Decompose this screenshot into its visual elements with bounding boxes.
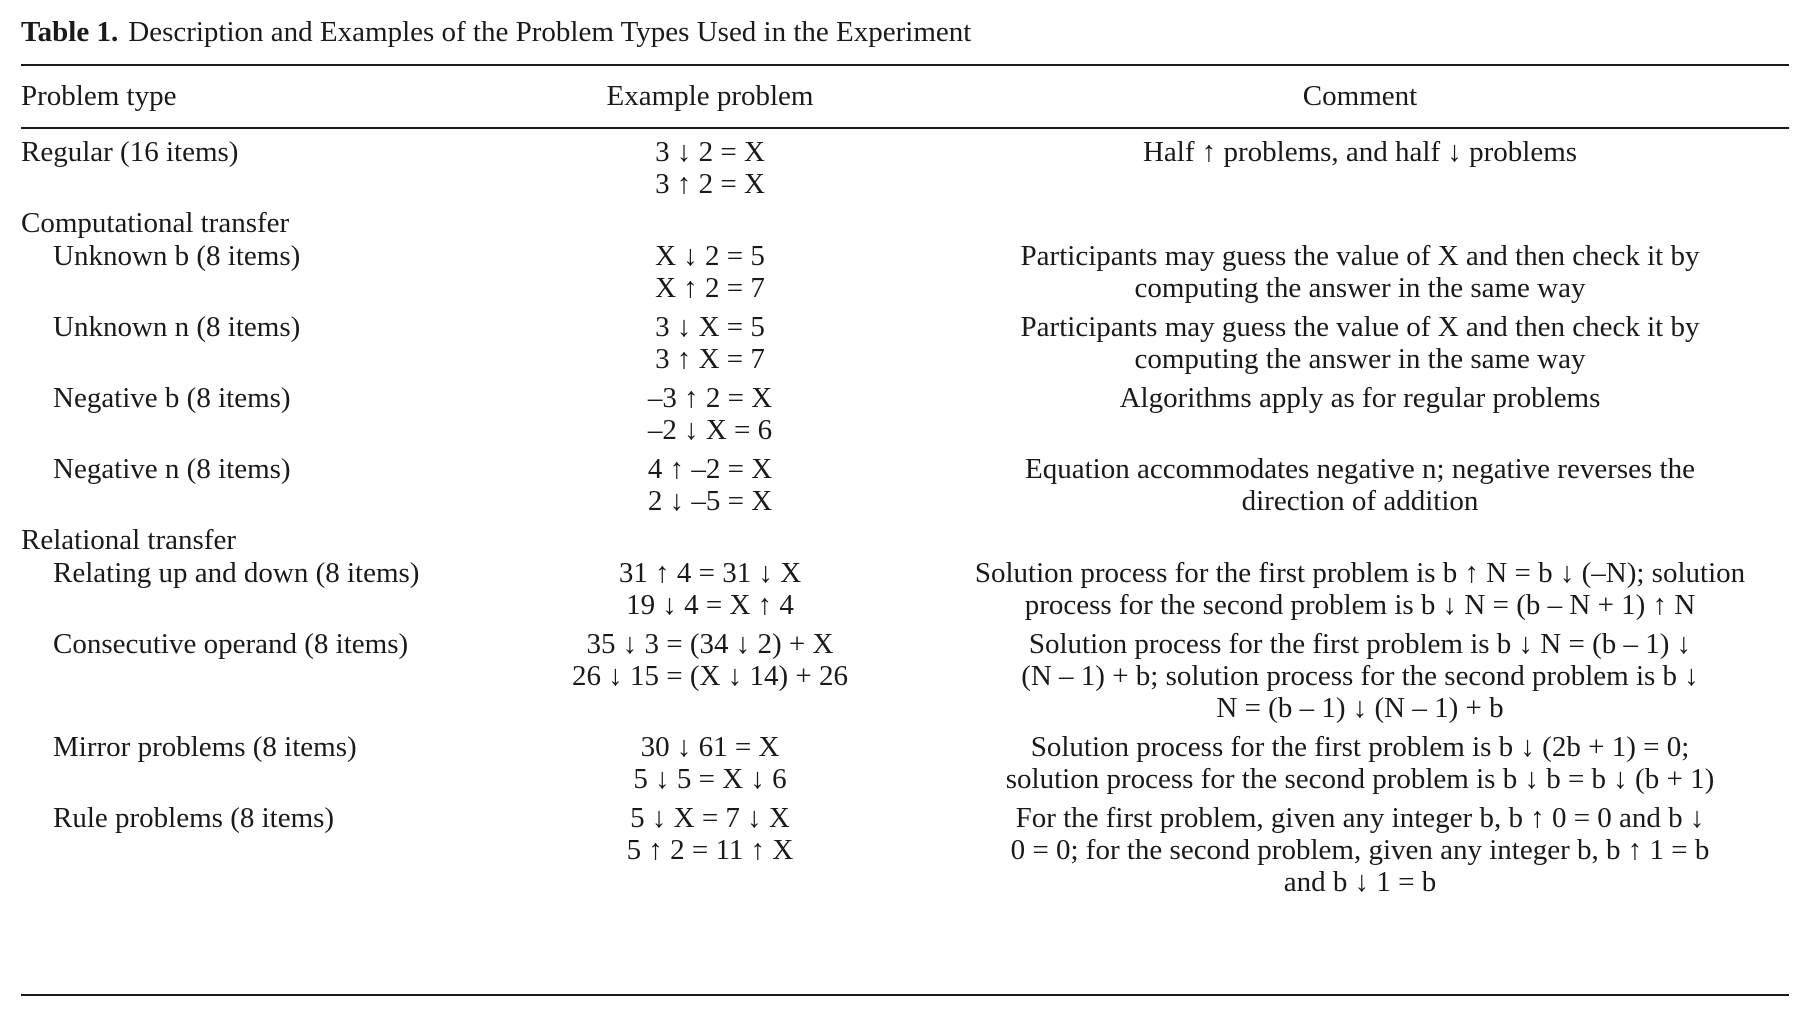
table-row [0, 382, 1800, 453]
table-row [0, 731, 1800, 802]
example-problem-cell [510, 628, 910, 692]
table-row [0, 557, 1800, 628]
comment-line: process for the second problem is b ↓ N = (b – N + 1) ↑ N [1024, 589, 1696, 621]
caption-label: Table 1. [21, 16, 119, 48]
comment-line: Algorithms apply as for regular problems [1119, 382, 1601, 414]
comment-cell [925, 382, 1795, 414]
example-line: 5 ↓ 5 = X ↓ 6 [633, 763, 787, 795]
example-line: 26 ↓ 15 = (X ↓ 14) + 26 [572, 660, 848, 692]
comment-line: (N – 1) + b; solution process for the second problem is b ↓ [1021, 660, 1699, 692]
example-line: 2 ↓ –5 = X [647, 485, 773, 517]
comment-line: Participants may guess the value of X and then check it by [1020, 240, 1700, 272]
comment-cell [925, 311, 1795, 375]
comment-cell [925, 802, 1795, 898]
comment-line: computing the answer in the same way [1134, 272, 1586, 304]
problem-type-cell: Relating up and down (8 items) [53, 557, 420, 589]
problem-type-cell: Unknown n (8 items) [53, 311, 301, 343]
example-line: 5 ↑ 2 = 11 ↑ X [626, 834, 794, 866]
comment-line: Solution process for the first problem is b ↓ N = (b – 1) ↓ [1028, 628, 1692, 660]
header-comment: Comment [1302, 80, 1418, 112]
comment-line: and b ↓ 1 = b [1283, 866, 1437, 898]
section-row [0, 207, 1800, 240]
comment-line: 0 = 0; for the second problem, given any integer b, b ↑ 1 = b [1010, 834, 1710, 866]
example-line: X ↓ 2 = 5 [655, 240, 765, 272]
example-line: 3 ↓ 2 = X [655, 136, 765, 168]
example-line: 31 ↑ 4 = 31 ↓ X [618, 557, 802, 589]
example-line: –3 ↑ 2 = X [647, 382, 773, 414]
section-heading: Relational transfer [21, 524, 236, 556]
comment-line: Solution process for the first problem is b ↓ (2b + 1) = 0; [1030, 731, 1690, 763]
table-row [0, 453, 1800, 524]
example-line: 5 ↓ X = 7 ↓ X [630, 802, 790, 834]
example-problem-cell [510, 240, 910, 304]
example-line: 4 ↑ –2 = X [647, 453, 773, 485]
header-example-problem: Example problem [606, 80, 814, 112]
comment-line: N = (b – 1) ↓ (N – 1) + b [1216, 692, 1504, 724]
example-problem-cell [510, 802, 910, 866]
comment-line: solution process for the second problem is b ↓ b = b ↓ (b + 1) [1005, 763, 1715, 795]
comment-line: computing the answer in the same way [1134, 343, 1586, 375]
example-line: 19 ↓ 4 = X ↑ 4 [626, 589, 794, 621]
table-caption [21, 14, 971, 50]
table-body [0, 136, 1800, 905]
top-rule [21, 64, 1789, 66]
section-heading: Computational transfer [21, 207, 290, 239]
example-line: X ↑ 2 = 7 [655, 272, 765, 304]
comment-line: For the first problem, given any integer b, b ↑ 0 = 0 and b ↓ [1015, 802, 1705, 834]
table-row [0, 311, 1800, 382]
example-problem-cell [510, 453, 910, 517]
table-row [0, 802, 1800, 905]
header-rule [21, 127, 1789, 129]
table-row [0, 136, 1800, 207]
caption-text: Description and Examples of the Problem Types Used in the Experiment [128, 16, 972, 48]
example-problem-cell [510, 731, 910, 795]
problem-type-cell: Regular (16 items) [21, 136, 239, 168]
comment-line: direction of addition [1241, 485, 1479, 517]
problem-type-cell: Unknown b (8 items) [53, 240, 301, 272]
table-row [0, 628, 1800, 731]
comment-cell [925, 628, 1795, 724]
problem-type-cell: Rule problems (8 items) [53, 802, 335, 834]
example-problem-cell [510, 311, 910, 375]
example-problem-cell [510, 557, 910, 621]
problem-type-cell: Negative n (8 items) [53, 453, 291, 485]
comment-cell [925, 240, 1795, 304]
comment-line: Half ↑ problems, and half ↓ problems [1142, 136, 1578, 168]
problem-type-cell: Consecutive operand (8 items) [53, 628, 409, 660]
example-line: 3 ↓ X = 5 [655, 311, 765, 343]
bottom-rule [21, 994, 1789, 996]
comment-cell [925, 453, 1795, 517]
table-row [0, 240, 1800, 311]
section-row [0, 524, 1800, 557]
comment-cell [925, 557, 1795, 621]
example-problem-cell [510, 136, 910, 200]
header-problem-type: Problem type [21, 80, 177, 112]
comment-cell [925, 136, 1795, 168]
example-line: 3 ↑ 2 = X [655, 168, 765, 200]
comment-line: Equation accommodates negative n; negative reverses the [1025, 453, 1695, 485]
comment-cell [925, 731, 1795, 795]
example-line: 30 ↓ 61 = X [640, 731, 780, 763]
example-line: 3 ↑ X = 7 [655, 343, 765, 375]
comment-line: Participants may guess the value of X and then check it by [1020, 311, 1700, 343]
problem-type-cell: Negative b (8 items) [53, 382, 291, 414]
example-line: –2 ↓ X = 6 [647, 414, 773, 446]
example-problem-cell [510, 382, 910, 446]
comment-line: Solution process for the first problem is b ↑ N = b ↓ (–N); solution [974, 557, 1746, 589]
problem-type-cell: Mirror problems (8 items) [53, 731, 357, 763]
example-line: 35 ↓ 3 = (34 ↓ 2) + X [586, 628, 834, 660]
